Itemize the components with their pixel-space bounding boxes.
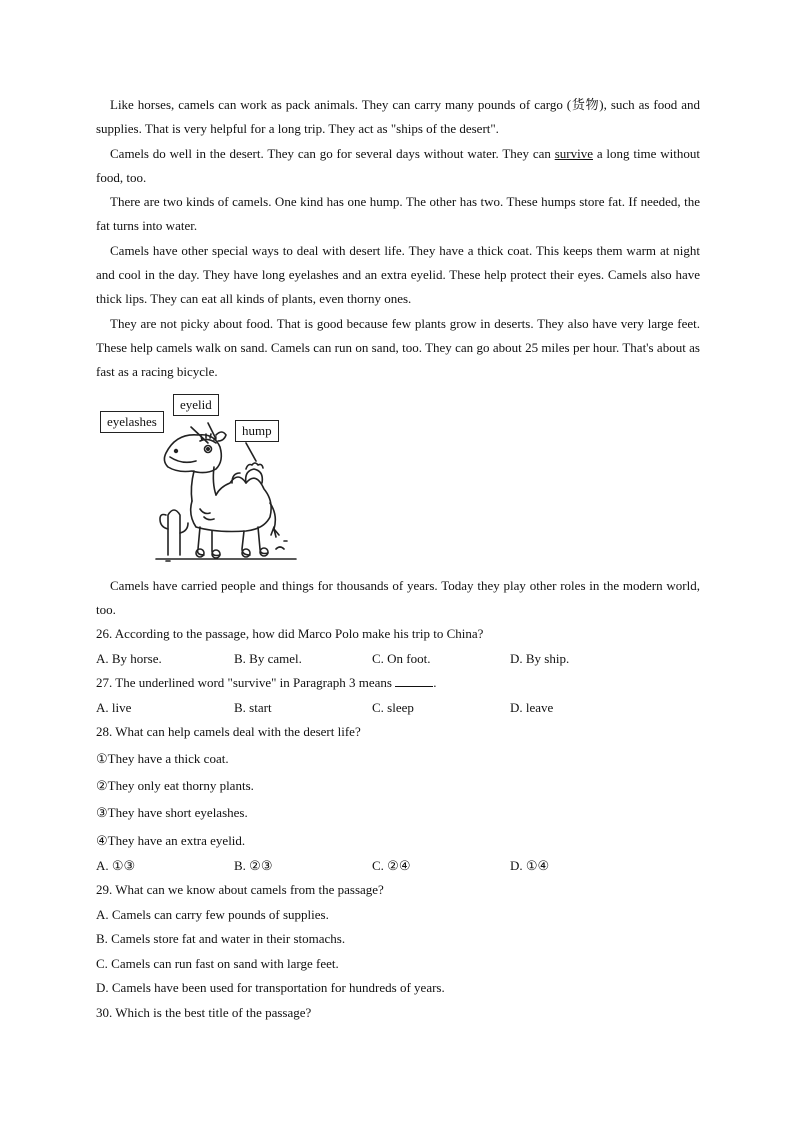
statement-2: ②They only eat thorny plants. <box>96 777 254 793</box>
option-a[interactable]: A. live <box>96 699 132 715</box>
question-28-options <box>96 854 700 879</box>
paragraph-1: Like horses, camels can work as pack animals. They can carry many pounds of cargo (货物), such as food and supplies. That is very helpful for a long trip. They act as "ships of the desert". <box>96 97 700 137</box>
option-b[interactable]: B. By camel. <box>234 650 302 666</box>
option-c[interactable]: C. ②④ <box>372 857 411 873</box>
statement-3: ③They have short eyelashes. <box>96 805 248 821</box>
option-d[interactable]: D. Camels have been used for transportation for hundreds of years. <box>96 980 445 996</box>
eyelid-label: eyelid <box>173 394 219 416</box>
hump-label: hump <box>235 420 279 442</box>
option-b[interactable]: B. ②③ <box>234 857 273 873</box>
answer-blank[interactable] <box>395 674 433 687</box>
question-29-stem: 29. What can we know about camels from the passage? <box>96 882 384 898</box>
option-d[interactable]: D. ①④ <box>510 857 550 873</box>
question-27-stem: 27. The underlined word "survive" in Paragraph 3 means . <box>96 675 437 691</box>
paragraph-5: They are not picky about food. That is good because few plants grow in deserts. They also have very large feet. These help camels walk on sand. Camels can run on sand, too. They can go about 25 miles per hour. That's about as fast as a racing bicycle. <box>96 315 700 380</box>
question-30-stem: 30. Which is the best title of the passage? <box>96 1004 312 1020</box>
question-26-stem: 26. According to the passage, how did Marco Polo make his trip to China? <box>96 626 484 642</box>
reading-passage <box>96 93 700 1025</box>
eyelashes-label: eyelashes <box>100 411 164 433</box>
option-a[interactable]: A. By horse. <box>96 650 162 666</box>
camel-illustration <box>96 391 306 566</box>
question-27-options <box>96 696 700 721</box>
question-28-stem: 28. What can help camels deal with the desert life? <box>96 724 361 740</box>
paragraph-4: Camels have other special ways to deal with desert life. They have a thick coat. This keeps them warm at night and cool in the day. They have long eyelashes and an extra eyelid. These help protect their eyes. Camels also have thick lips. They can eat all kinds of plants, even thorny ones. <box>96 242 700 307</box>
option-d[interactable]: D. leave <box>510 699 554 715</box>
option-d[interactable]: D. By ship. <box>510 650 570 666</box>
option-c[interactable]: C. sleep <box>372 699 414 715</box>
paragraph-3: There are two kinds of camels. One kind has one hump. The other has two. These humps store fat. If needed, the fat turns into water. <box>96 194 700 234</box>
underlined-word: survive <box>554 145 593 161</box>
statement-1: ①They have a thick coat. <box>96 750 229 766</box>
option-b[interactable]: B. Camels store fat and water in their stomachs. <box>96 931 346 947</box>
option-b[interactable]: B. start <box>234 699 272 715</box>
option-c[interactable]: C. Camels can run fast on sand with large feet. <box>96 955 339 971</box>
option-c[interactable]: C. On foot. <box>372 650 431 666</box>
option-a[interactable]: A. Camels can carry few pounds of supplies. <box>96 906 329 922</box>
question-26-options <box>96 647 700 672</box>
option-a[interactable]: A. ①③ <box>96 857 136 873</box>
paragraph-2: Camels do well in the desert. They can go for several days without water. They can survive a long time without food, too. <box>96 145 700 185</box>
statement-4: ④They have an extra eyelid. <box>96 832 246 848</box>
paragraph-6: Camels have carried people and things for thousands of years. Today they play other roles in the modern world, too. <box>96 577 700 617</box>
